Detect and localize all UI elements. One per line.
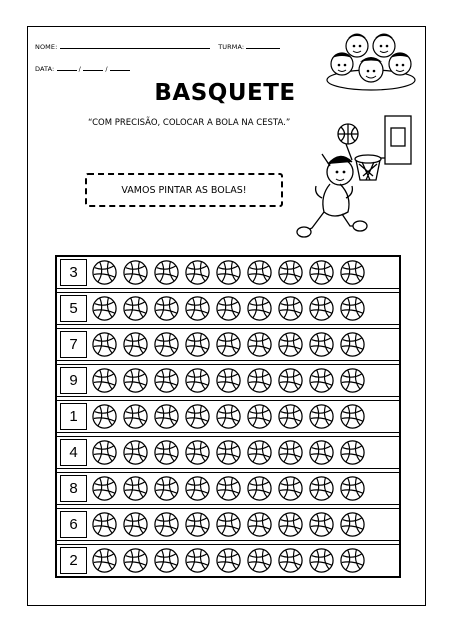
name-blank[interactable]	[60, 42, 210, 49]
basketball-icon[interactable]	[91, 259, 118, 286]
basketball-icon[interactable]	[277, 475, 304, 502]
basketball-icon[interactable]	[153, 475, 180, 502]
basketball-icon[interactable]	[246, 295, 273, 322]
name-label: NOME:	[35, 43, 58, 51]
grid-row	[57, 437, 399, 468]
basketball-icon[interactable]	[122, 295, 149, 322]
basketball-icon[interactable]	[246, 547, 273, 574]
ball-group	[91, 367, 366, 394]
basketball-icon[interactable]	[339, 439, 366, 466]
class-label: TURMA:	[218, 43, 245, 51]
basketball-icon[interactable]	[308, 403, 335, 430]
basketball-icon[interactable]	[277, 331, 304, 358]
basketball-icon[interactable]	[91, 367, 118, 394]
basketball-icon[interactable]	[339, 367, 366, 394]
basketball-icon[interactable]	[215, 439, 242, 466]
row-number: 3	[60, 259, 87, 286]
basketball-icon[interactable]	[246, 331, 273, 358]
basketball-icon[interactable]	[122, 475, 149, 502]
grid-row	[57, 293, 399, 324]
ball-group	[91, 403, 366, 430]
basketball-icon[interactable]	[215, 475, 242, 502]
row-number: 9	[60, 367, 87, 394]
basketball-icon[interactable]	[246, 511, 273, 538]
class-blank[interactable]	[246, 42, 280, 49]
date-label: DATA:	[35, 65, 55, 73]
basketball-icon[interactable]	[184, 439, 211, 466]
basketball-icon[interactable]	[122, 403, 149, 430]
basketball-icon[interactable]	[308, 475, 335, 502]
row-number: 1	[60, 403, 87, 430]
basketball-icon[interactable]	[122, 547, 149, 574]
ball-group	[91, 439, 366, 466]
row-number: 6	[60, 511, 87, 538]
basketball-icon[interactable]	[184, 547, 211, 574]
basketball-icon[interactable]	[215, 547, 242, 574]
basketball-icon[interactable]	[91, 331, 118, 358]
basketball-icon[interactable]	[91, 439, 118, 466]
instruction-box	[85, 173, 283, 207]
row-number: 8	[60, 475, 87, 502]
basketball-icon[interactable]	[153, 295, 180, 322]
basketball-icon[interactable]	[277, 259, 304, 286]
date-separator: /	[105, 65, 108, 73]
cartoon-kids-group-illustration	[322, 28, 420, 92]
basketball-icon[interactable]	[215, 367, 242, 394]
basketball-icon[interactable]	[308, 331, 335, 358]
basketball-icon[interactable]	[215, 511, 242, 538]
basketball-icon[interactable]	[184, 475, 211, 502]
row-number: 4	[60, 439, 87, 466]
basketball-icon[interactable]	[277, 547, 304, 574]
row-number: 7	[60, 331, 87, 358]
basketball-icon[interactable]	[153, 367, 180, 394]
basketball-icon[interactable]	[246, 475, 273, 502]
basketball-icon[interactable]	[122, 331, 149, 358]
ball-group	[91, 331, 366, 358]
basketball-icon[interactable]	[122, 511, 149, 538]
row-number: 2	[60, 547, 87, 574]
grid-row	[57, 509, 399, 540]
basketball-icon[interactable]	[339, 259, 366, 286]
grid-row	[57, 365, 399, 396]
basketball-icon[interactable]	[308, 295, 335, 322]
basketball-icon[interactable]	[184, 331, 211, 358]
basketball-icon[interactable]	[153, 331, 180, 358]
basketball-icon[interactable]	[91, 547, 118, 574]
basketball-icon[interactable]	[308, 547, 335, 574]
grid-row	[57, 257, 399, 288]
date-month-blank[interactable]	[83, 64, 103, 71]
basketball-icon[interactable]	[153, 403, 180, 430]
basketball-icon[interactable]	[184, 367, 211, 394]
basketball-player-illustration	[292, 112, 420, 252]
basketball-icon[interactable]	[215, 295, 242, 322]
basketball-icon[interactable]	[184, 259, 211, 286]
basketball-icon[interactable]	[91, 295, 118, 322]
basketball-icon[interactable]	[215, 331, 242, 358]
basketball-icon[interactable]	[339, 475, 366, 502]
ball-group	[91, 295, 366, 322]
basketball-icon[interactable]	[339, 331, 366, 358]
basketball-icon[interactable]	[339, 403, 366, 430]
ball-group	[91, 511, 366, 538]
basketball-icon[interactable]	[153, 439, 180, 466]
basketball-icon[interactable]	[246, 259, 273, 286]
row-number: 5	[60, 295, 87, 322]
basketball-icon[interactable]	[122, 259, 149, 286]
basketball-icon[interactable]	[308, 511, 335, 538]
basketball-icon[interactable]	[308, 367, 335, 394]
basketball-icon[interactable]	[246, 403, 273, 430]
instruction-text: VAMOS PINTAR AS BOLAS!	[121, 184, 247, 196]
date-field	[35, 64, 130, 73]
basketball-icon[interactable]	[277, 367, 304, 394]
basketball-icon[interactable]	[277, 295, 304, 322]
basketball-icon[interactable]	[246, 367, 273, 394]
quote-text: “COM PRECISÃO, COLOCAR A BOLA NA CESTA.”	[88, 118, 291, 128]
basketball-icon[interactable]	[339, 547, 366, 574]
counting-grid	[55, 255, 401, 578]
basketball-icon[interactable]	[246, 439, 273, 466]
basketball-icon[interactable]	[215, 403, 242, 430]
basketball-icon[interactable]	[153, 511, 180, 538]
basketball-icon[interactable]	[184, 295, 211, 322]
ball-group	[91, 547, 366, 574]
basketball-icon[interactable]	[277, 439, 304, 466]
basketball-icon[interactable]	[122, 367, 149, 394]
basketball-icon[interactable]	[91, 511, 118, 538]
date-separator: /	[78, 65, 81, 73]
basketball-icon[interactable]	[339, 511, 366, 538]
grid-row	[57, 545, 399, 576]
basketball-icon[interactable]	[184, 403, 211, 430]
grid-row	[57, 329, 399, 360]
basketball-icon[interactable]	[215, 259, 242, 286]
basketball-icon[interactable]	[308, 259, 335, 286]
grid-row	[57, 401, 399, 432]
date-year-blank[interactable]	[110, 64, 130, 71]
date-day-blank[interactable]	[57, 64, 77, 71]
basketball-icon[interactable]	[153, 259, 180, 286]
ball-group	[91, 475, 366, 502]
basketball-icon[interactable]	[339, 295, 366, 322]
page-title: BASQUETE	[154, 80, 296, 106]
basketball-icon[interactable]	[122, 439, 149, 466]
basketball-icon[interactable]	[308, 439, 335, 466]
ball-group	[91, 259, 366, 286]
basketball-icon[interactable]	[91, 403, 118, 430]
name-field	[35, 42, 280, 51]
basketball-icon[interactable]	[153, 547, 180, 574]
basketball-icon[interactable]	[277, 511, 304, 538]
basketball-icon[interactable]	[184, 511, 211, 538]
basketball-icon[interactable]	[91, 475, 118, 502]
basketball-icon[interactable]	[277, 403, 304, 430]
grid-row	[57, 473, 399, 504]
